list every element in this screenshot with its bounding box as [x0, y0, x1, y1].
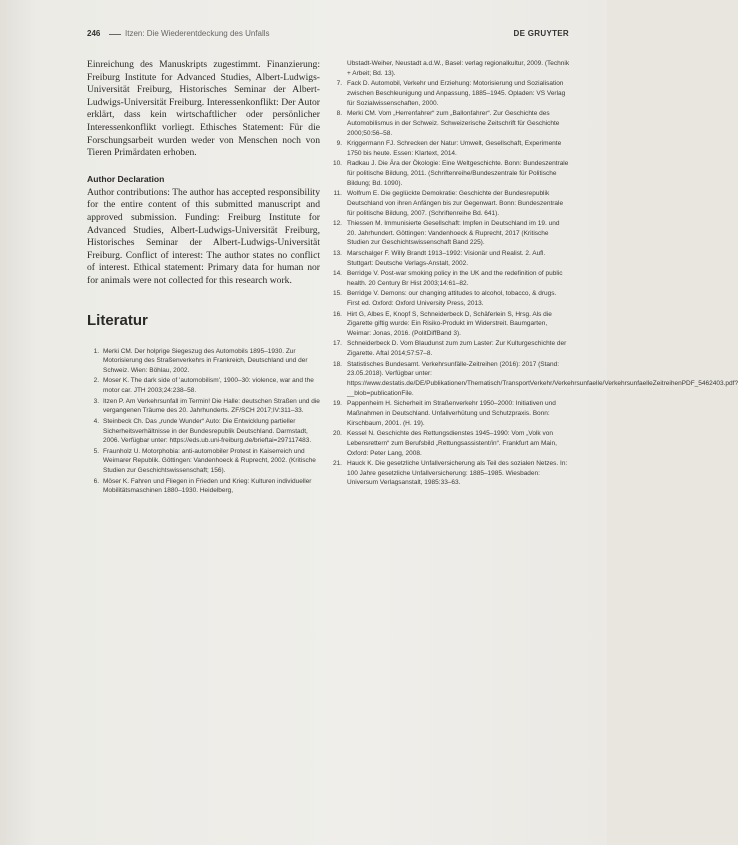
reference-text: Fack D. Automobil, Verkehr und Erziehung: Motorisierung und Sozialisation zwischen Beschleunigung und Anpassung, 1885–1945. Opladen: VS Verlag für Sozialwissenschaften, 2000.	[347, 80, 566, 107]
reference-text: Berridge V. Demons: our changing attitudes to alcohol, tobacco, & drugs. First ed. Oxford: Oxford University Press, 2013.	[347, 290, 557, 308]
reference-item	[87, 447, 320, 476]
reference-item	[330, 269, 570, 288]
reference-item	[330, 310, 570, 339]
reference-item	[87, 397, 320, 416]
reference-item	[330, 109, 570, 138]
reference-text: Marschalger F. Willy Brandt 1913–1992: Visionär und Realist. 2. Aufl. Stuttgart: Deutsche Verlags-Anstalt, 2002.	[347, 249, 546, 267]
author-declaration-paragraph: Author contributions: The author has accepted responsibility for the entire content of this submitted manuscript and approved submission. Funding: Freiburg Institute for Advanced Studies, Albert-Ludwigs-Universität Freiburg, Historisches Seminar der Albert-Ludwigs-Universität Freiburg. Conflict of interest: The author states no conflict of interest. Ethical statement: Primary data for human nor for animals were not collected for this research work.	[87, 186, 320, 286]
reference-number: 1.	[93, 347, 99, 355]
reference-number: 20.	[332, 430, 342, 438]
reference-text: Moser K. The dark side of 'automobilism', 1900–30: violence, war and the motor car. JTH 2003;24:238–58.	[103, 377, 314, 395]
reference-number: 10.	[332, 160, 342, 168]
reference-item	[330, 339, 570, 358]
reference-item	[330, 159, 570, 188]
reference-number: 9.	[336, 140, 342, 148]
reference-text: Möser K. Fahren und Fliegen in Frieden und Krieg: Kulturen individueller Mobilitätsmaschinen 1880–1930. Heidelberg,	[103, 477, 312, 495]
reference-text: Kessel N. Geschichte des Rettungsdienstes 1945–1990: Vom „Volk von Lebensrettern“ zum Berufsbild „Rettungsassistent/in“. Frankfurt am Main, Oxford: Peter Lang, 2008.	[347, 430, 557, 457]
page-number: 246	[87, 29, 101, 38]
reference-text: Fraunholz U. Motorphobia: anti-automobiler Protest in Kaiserreich und Weimarer Republik. Göttingen: Vandenhoeck & Ruprecht, 2002. (Kritische Studien zur Geschichtswissenschaft; 156).	[103, 447, 316, 475]
reference-number: 15.	[332, 290, 342, 298]
reference-text: Schneiderbeck D. Vom Blaudunst zum zum Laster: Zur Kulturgeschichte der Zigarette. Aftal 2014;57:57–8.	[347, 340, 567, 358]
reference-number: 13.	[332, 249, 342, 257]
reference-number: 16.	[332, 310, 342, 318]
reference-text: Wolfrum E. Die geglückte Demokratie: Geschichte der Bundesrepublik Deutschland von ihren Anfängen bis zur Gegenwart. Bonn: Bundeszentrale für politische Bildung, 2007. (Schriftenreihe Bd. 641).	[347, 190, 564, 217]
reference-item	[330, 219, 570, 248]
reference-number: 12.	[332, 220, 342, 228]
reference-text: Hauck K. Die gesetzliche Unfallversicherung als Teil des sozialen Netzes. In: 100 Jahre gesetzliche Unfallversicherung: 1885–1985. Wiesbaden: Universum Verlagsanstalt, 1985:33–63.	[347, 460, 568, 487]
reference-text: Merki CM. Der holprige Siegeszug des Automobils 1895–1930. Zur Motorisierung des Straßenverkehrs in Frankreich, Deutschland und der Schweiz. Wien: Böhlau, 2002.	[103, 347, 308, 374]
reference-item	[87, 347, 320, 376]
reference-item	[330, 399, 570, 428]
reference-list-left	[87, 347, 320, 497]
reference-list-right	[330, 59, 738, 488]
header-rule	[109, 34, 121, 35]
intro-paragraph: Einreichung des Manuskripts zugestimmt. Finanzierung: Freiburg Institute for Advanced Studies, Albert-Ludwigs-Universität Freiburg, Historisches Seminar der Albert-Ludwigs-Universität Freiburg. Interessenkonflikt: Der Autor erklärt, dass kein wirtschaftlicher oder persönlicher Interessenkonflikt vorliegt. Ethisches Statement: Für die Forschungsarbeit wurden weder von Menschen noch von Tieren Primärdaten erhoben.	[87, 59, 320, 159]
reference-number: 3.	[93, 397, 99, 405]
page-header	[87, 29, 569, 41]
reference-item	[330, 459, 570, 488]
reference-text: Ubstadt-Weiher, Neustadt a.d.W., Basel: verlag regionalkultur, 2009. (Technik + Arbeit; Bd. 13).	[347, 60, 570, 77]
literature-heading: Literatur	[87, 311, 148, 329]
reference-item	[330, 429, 570, 458]
reference-number: 21.	[332, 460, 342, 468]
reference-number: 8.	[336, 110, 342, 118]
reference-text: Berridge V. Post-war smoking policy in the UK and the redefinition of public health. 20 Century Br Hist 2003;14:61–82.	[347, 270, 563, 287]
reference-number: 14.	[332, 270, 342, 278]
reference-text: Merki CM. Vom „Herrenfahrer“ zum „Ballonfahrer“. Zur Geschichte des Automobilismus in der Schweiz. Schweizerische Zeitschrift für Geschichte 2000;50:56–58.	[347, 110, 560, 137]
reference-item	[330, 189, 570, 218]
reference-text: Steinbeck Ch. Das „runde Wunder“ Auto: Die Entwicklung partieller Sicherheitsverhältnisse in der Bundesrepublik Deutschland. Darmstadt, 2006. Verfügbar unter: https://eds.ub.uni-freiburg.de/brieftai=297117483.	[103, 417, 312, 445]
reference-item	[330, 249, 570, 268]
reference-item	[330, 289, 570, 308]
reference-number: 7.	[336, 80, 342, 88]
reference-number: 11.	[333, 190, 342, 198]
reference-item	[330, 59, 570, 78]
author-declaration-heading: Author Declaration	[87, 173, 165, 184]
reference-item	[87, 417, 320, 446]
reference-text: Hirt G, Albes E, Knopf S, Schneiderbeck D, Schäferlein S, Hrsg. Als die Zigarette giftig wurde: Ein Risiko-Produkt im Widerstreit. Baumgarten, Weimar: Jonas, 2016. (PolitDiffBand 3).	[347, 310, 552, 337]
reference-item	[330, 79, 570, 108]
publisher-logo: DE GRUYTER	[513, 29, 569, 38]
reference-item	[330, 139, 570, 158]
reference-number: 4.	[93, 417, 99, 425]
reference-text: Thiessen M. Immunisierte Gesellschaft: Impfen in Deutschland im 19. und 20. Jahrhundert. Göttingen: Vandenhoeck & Ruprecht, 2017 (Kritische Studien zur Geschichtswissenschaft Band 225).	[347, 220, 560, 247]
reference-text: Itzen P. Am Verkehrsunfall im Termin! Die Halle: deutschen Straßen und die vergangenen Träume des 20. Jahrhunderts. ZF/SCH 2017;IV:311–33.	[103, 397, 320, 415]
running-title: Itzen: Die Wiederentdeckung des Unfalls	[125, 29, 270, 38]
reference-text: Radkau J. Die Ära der Ökologie: Eine Weltgeschichte. Bonn: Bundeszentrale für politische Bildung, 2011. (Schriftenreihe/Bundeszentrale für Politische Bildung; Bd. 1090).	[347, 160, 569, 187]
left-column	[87, 59, 320, 497]
reference-item	[87, 376, 320, 395]
reference-item	[330, 360, 738, 399]
reference-number: 19.	[332, 400, 342, 408]
reference-number: 2.	[93, 377, 99, 385]
right-column	[330, 59, 738, 489]
reference-number: 18.	[332, 360, 342, 368]
reference-text: Pappenheim H. Sicherheit im Straßenverkehr 1950–2000: Initiativen und Maßnahmen in Deutschland. Unfallverhütung und Schutzpraxis. Bonn: Kirschbaum, 2001. (H. 19).	[347, 400, 556, 427]
reference-item	[87, 477, 320, 496]
reference-text: Kriggermann FJ. Schrecken der Natur: Umwelt, Gesellschaft, Experimente 1750 bis heute. Essen: Klartext, 2014.	[347, 140, 562, 157]
reference-number: 17.	[332, 340, 342, 348]
reference-text: Statistisches Bundesamt. Verkehrsunfälle-Zeitreihen (2016): 2017 (Stand: 23.05.2018). Verfügbar unter: https://www.destatis.de/DE/Publikationen/Thematisch/TransportVerkehr/Verkehrsunfaelle/VerkehrsunfaelleZeitreihenPDF_5462403.pdf?__blob=publicationFile.	[347, 360, 738, 397]
reference-number: 5.	[93, 447, 99, 455]
reference-number: 6.	[93, 477, 99, 485]
